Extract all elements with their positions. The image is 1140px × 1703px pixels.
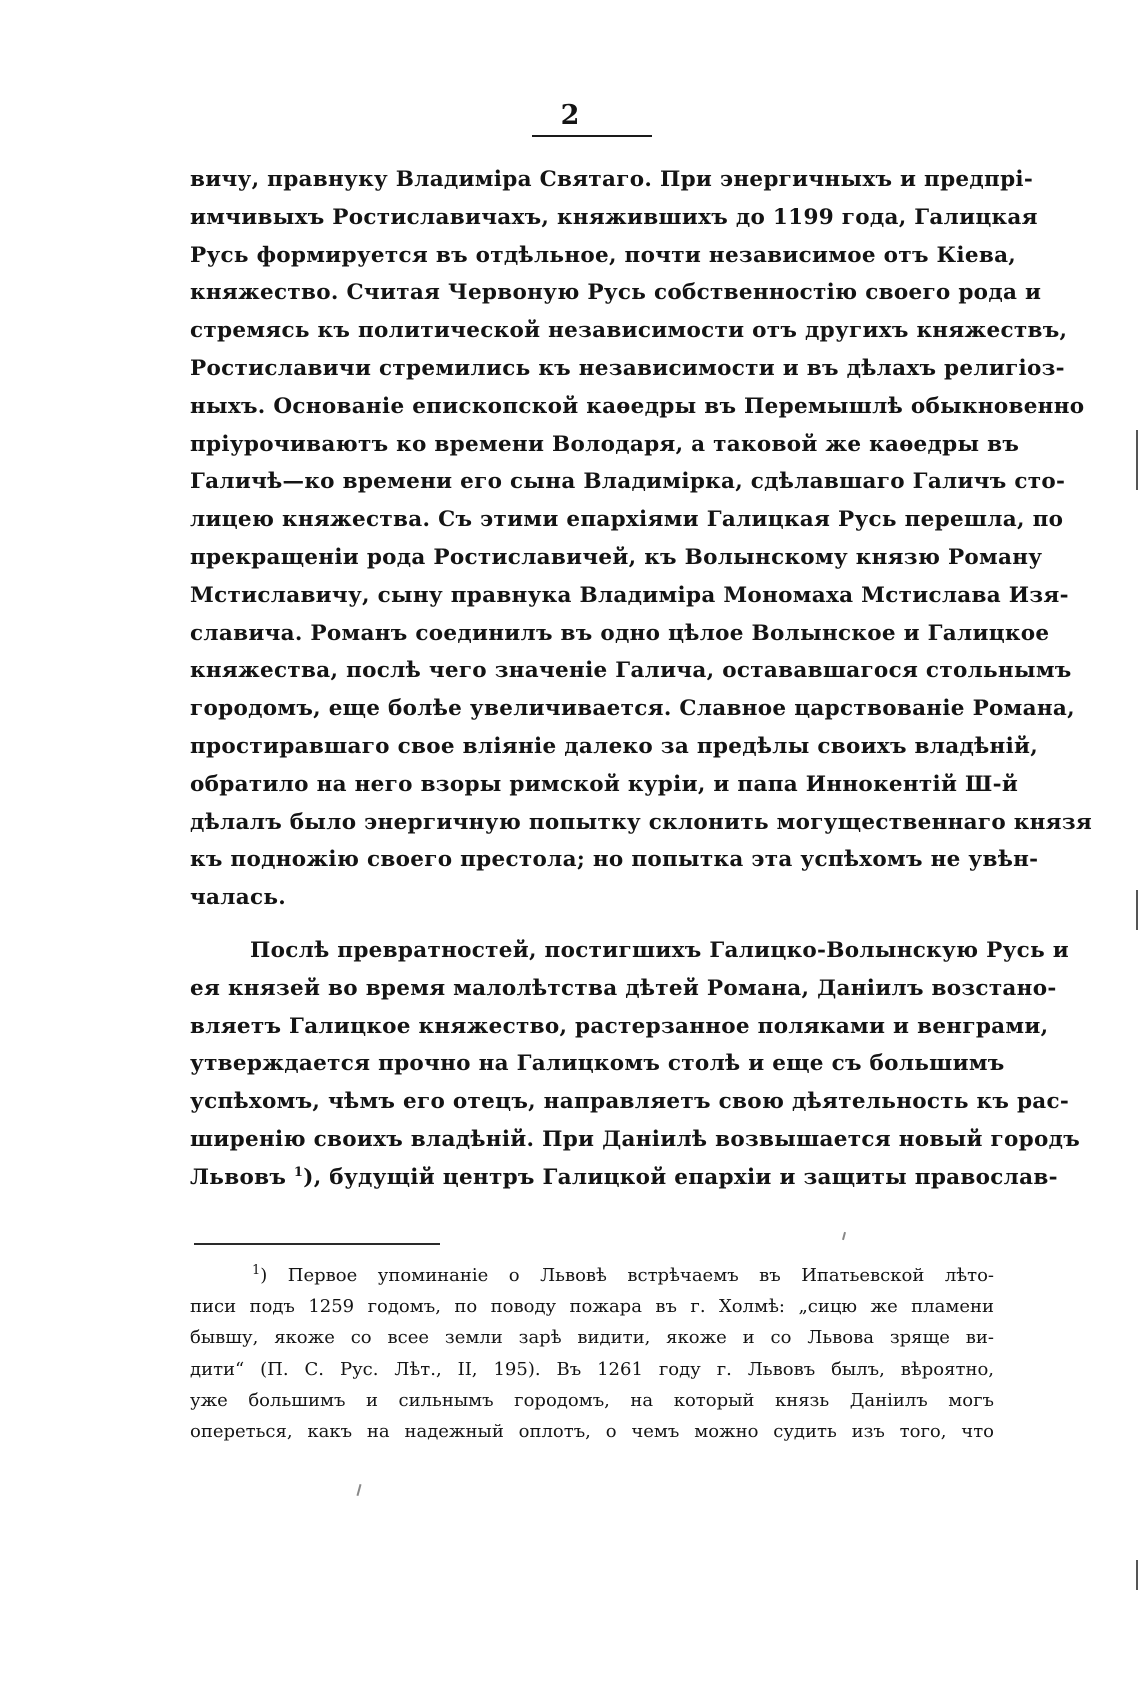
text-line: Галичѣ—ко времени его сына Владимірка, сдѣлавшаго Галичъ сто- bbox=[190, 469, 1066, 495]
text-line: славича. Романъ соединилъ въ одно цѣлое Волынское и Галицкое bbox=[190, 620, 1050, 646]
text-line: вичу, правнуку Владиміра Святаго. При энергичныхъ и предпрі- bbox=[190, 167, 1034, 192]
page-number: 2 bbox=[560, 100, 580, 131]
text-line: вляетъ Галицкое княжество, растерзанное поляками и венграми, bbox=[190, 1013, 1049, 1039]
scan-speck bbox=[356, 1484, 361, 1496]
paragraph-gap bbox=[190, 917, 994, 932]
footnote-rule bbox=[194, 1243, 440, 1245]
text-line: утверждается прочно на Галицкомъ столѣ и еще съ большимъ bbox=[190, 1051, 1005, 1077]
text-fragment: ) Первое упоминаніе о Львовѣ встрѣчаемъ въ Ипатьевской лѣто- bbox=[260, 1265, 994, 1286]
text-fragment: ), будущій центръ Галицкой епархіи и защиты православ- bbox=[303, 1164, 1058, 1190]
footnote-line: бывшу, якоже со всее земли зарѣ видити, якоже и со Львова зряще ви- bbox=[190, 1327, 994, 1349]
text-line: княжество. Считая Червоную Русь собственностію своего рода и bbox=[190, 280, 1042, 306]
text-line: ея князей во время малолѣтства дѣтей Романа, Даніилъ возстано- bbox=[190, 975, 1057, 1001]
scan-edge-mark bbox=[1136, 430, 1138, 490]
footnotes bbox=[190, 1260, 994, 1447]
footnote-line: дити“ (П. С. Рус. Лѣт., II, 195). Въ 1261 году г. Львовъ былъ, вѣроятно, bbox=[190, 1358, 994, 1380]
text-fragment: Львовъ bbox=[190, 1164, 294, 1190]
footnote-line: опереться, какъ на надежный оплотъ, о чемъ можно судить изъ того, что bbox=[190, 1420, 994, 1442]
text-line: городомъ, еще болѣе увеличивается. Славное царствованіе Романа, bbox=[190, 696, 1075, 722]
text-line: Ростиславичи стремились къ независимости и въ дѣлахъ религіоз- bbox=[190, 355, 1065, 381]
footnote-line bbox=[190, 1260, 994, 1291]
scan-edge-mark bbox=[1136, 1560, 1138, 1590]
main-text bbox=[190, 161, 1093, 1197]
footnote-marker: 1 bbox=[252, 1263, 261, 1278]
text-line: ныхъ. Основаніе епископской каѳедры въ Перемышлѣ обыкновенно bbox=[190, 393, 1085, 419]
text-line: простиравшаго свое вліяніе далеко за предѣлы своихъ владѣній, bbox=[190, 733, 1039, 759]
text-line: стремясь къ политической независимости отъ другихъ княжествъ, bbox=[190, 318, 1068, 344]
footnote-line: уже большимъ и сильнымъ городомъ, на который князь Даніилъ могъ bbox=[190, 1389, 994, 1411]
text-line: ширенію своихъ владѣній. При Даніилѣ возвышается новый городъ bbox=[190, 1126, 1081, 1152]
text-line: княжества, послѣ чего значеніе Галича, остававшагося стольнымъ bbox=[190, 658, 1072, 684]
text-line: обратило на него взоры римской куріи, и папа Иннокентій Ш-й bbox=[190, 771, 1019, 797]
text-line: Мстиславичу, сыну правнука Владиміра Мономаха Мстислава Изя- bbox=[190, 582, 1069, 608]
text-line: Послѣ превратностей, постигшихъ Галицко-Волынскую Русь и bbox=[250, 937, 1069, 963]
text-line: лицею княжества. Съ этими епархіями Галицкая Русь перешла, по bbox=[190, 507, 1064, 533]
footnote-line: писи подъ 1259 годомъ, по поводу пожара въ г. Холмѣ: „сицю же пламени bbox=[190, 1296, 994, 1318]
text-line: прекращеніи рода Ростиславичей, къ Волынскому князю Роману bbox=[190, 544, 1043, 570]
text-line: успѣхомъ, чѣмъ его отецъ, направляетъ свою дѣятельность къ рас- bbox=[190, 1089, 1070, 1115]
text-line: Русь формируется въ отдѣльное, почти независимое отъ Кіева, bbox=[190, 242, 1017, 268]
text-line: имчивыхъ Ростиславичахъ, княжившихъ до 1199 года, Галицкая bbox=[190, 204, 1038, 230]
text-line: пріурочиваютъ ко времени Володаря, а таковой же каѳедры въ bbox=[190, 431, 1020, 457]
text-line: дѣлалъ было энергичную попытку склонить могущественнаго князя bbox=[190, 809, 1093, 835]
scan-edge-mark bbox=[1136, 890, 1138, 930]
header-rule bbox=[532, 135, 652, 137]
text-line: чалась. bbox=[190, 885, 287, 911]
scan-speck bbox=[842, 1232, 846, 1240]
text-line: къ подножію своего престола; но попытка эта успѣхомъ не увѣн- bbox=[190, 847, 1039, 873]
text-line bbox=[190, 1159, 1058, 1197]
footnote-ref[interactable]: 1 bbox=[293, 1164, 304, 1180]
